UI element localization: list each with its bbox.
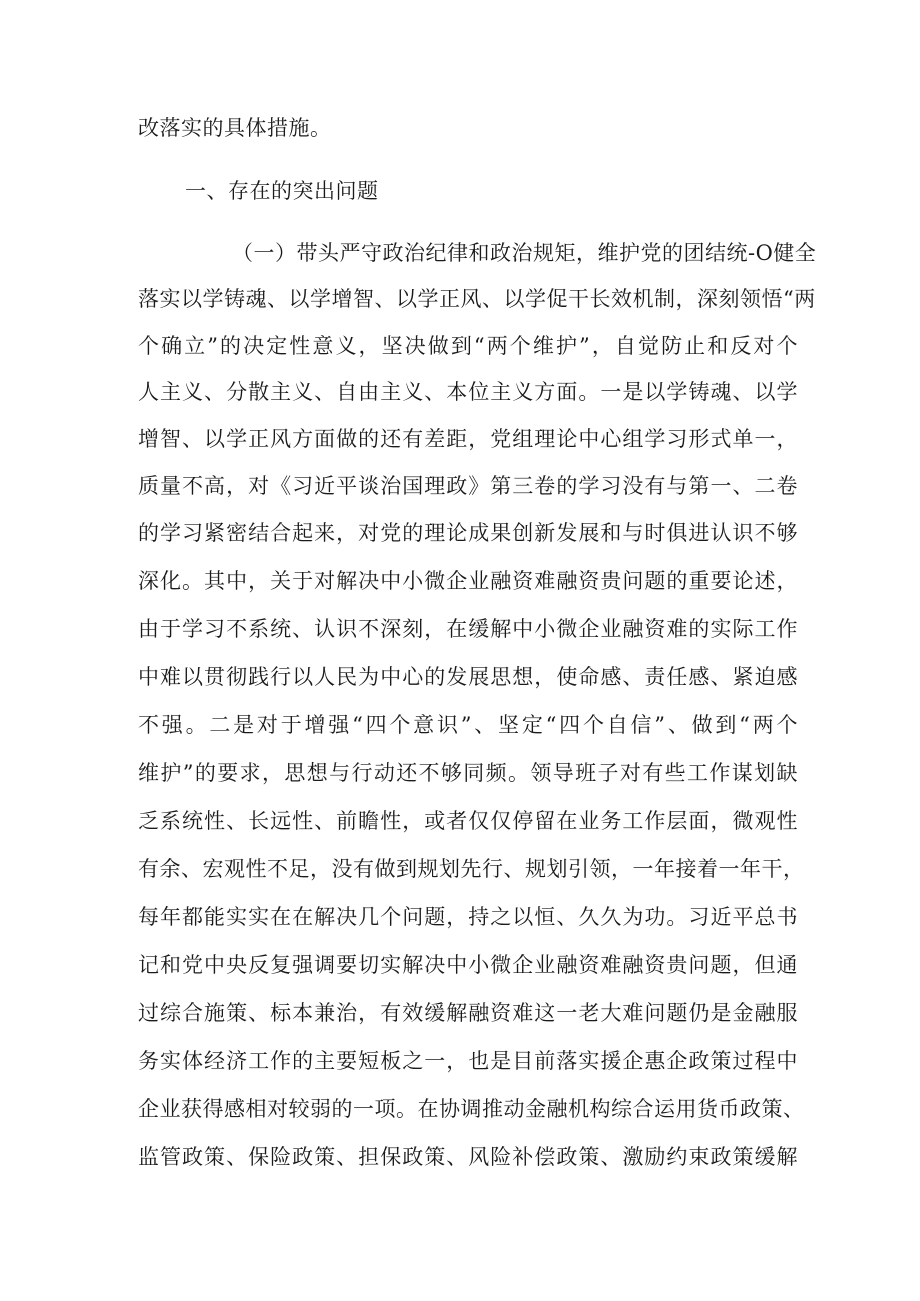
text-line-11: 由于学习不系统、认识不深刻，在缓解中小微企业融资难的实际工作 <box>138 617 798 641</box>
text-line-1: 改落实的具体措施。 <box>138 116 332 140</box>
text-line-14: 维护”的要求，思想与行动还不够同频。领导班子对有些工作谋划缺 <box>138 761 798 785</box>
text-line-21: 企业获得感相对较弱的一项。在协调推动金融机构综合运用货币政策、 <box>138 1097 805 1121</box>
section-heading: 一、存在的突出问题 <box>185 179 379 203</box>
text-line-8: 质量不高，对《习近平谈治国理政》第三卷的学习没有与第一、二卷 <box>138 474 798 498</box>
text-line-13: 不强。二是对于增强“四个意识”、坚定“四个自信”、做到“两个 <box>138 713 798 737</box>
text-line-5: 个确立”的决定性意义，坚决做到“两个维护”，自觉防止和反对个 <box>138 334 798 358</box>
text-line-22: 监管政策、保险政策、担保政策、风险补偿政策、激励约束政策缓解 <box>138 1145 798 1169</box>
text-line-20: 务实体经济工作的主要短板之一，也是目前落实援企惠企政策过程中 <box>138 1049 798 1073</box>
text-line-18: 记和党中央反复强调要切实解决中小微企业融资难融资贵问题，但通 <box>138 953 798 977</box>
subsection-heading-line: （一）带头严守政治纪律和政治规矩，维护党的团结统-O健全 <box>232 241 817 265</box>
text-line-12: 中难以贯彻践行以人民为中心的发展思想，使命感、责任感、紧迫感 <box>138 665 798 689</box>
text-line-16: 有余、宏观性不足，没有做到规划先行、规划引领，一年接着一年干， <box>138 857 805 881</box>
text-line-15: 乏系统性、长远性、前瞻性，或者仅仅停留在业务工作层面，微观性 <box>138 809 798 833</box>
text-line-19: 过综合施策、标本兼治，有效缓解融资难这一老大难问题仍是金融服 <box>138 1001 798 1025</box>
text-line-4: 落实以学铸魂、以学增智、以学正风、以学促干长效机制，深刻领悟“两 <box>138 287 816 311</box>
text-line-7: 增智、以学正风方面做的还有差距，党组理论中心组学习形式单一， <box>138 427 798 451</box>
text-line-6: 人主义、分散主义、自由主义、本位主义方面。一是以学铸魂、以学 <box>138 380 798 404</box>
text-line-9: 的学习紧密结合起来，对党的理论成果创新发展和与时俱进认识不够 <box>138 521 798 545</box>
text-line-10: 深化。其中，关于对解决中小微企业融资难融资贵问题的重要论述， <box>138 569 798 593</box>
text-line-17: 每年都能实实在在解决几个问题，持之以恒、久久为功。习近平总书 <box>138 905 798 929</box>
